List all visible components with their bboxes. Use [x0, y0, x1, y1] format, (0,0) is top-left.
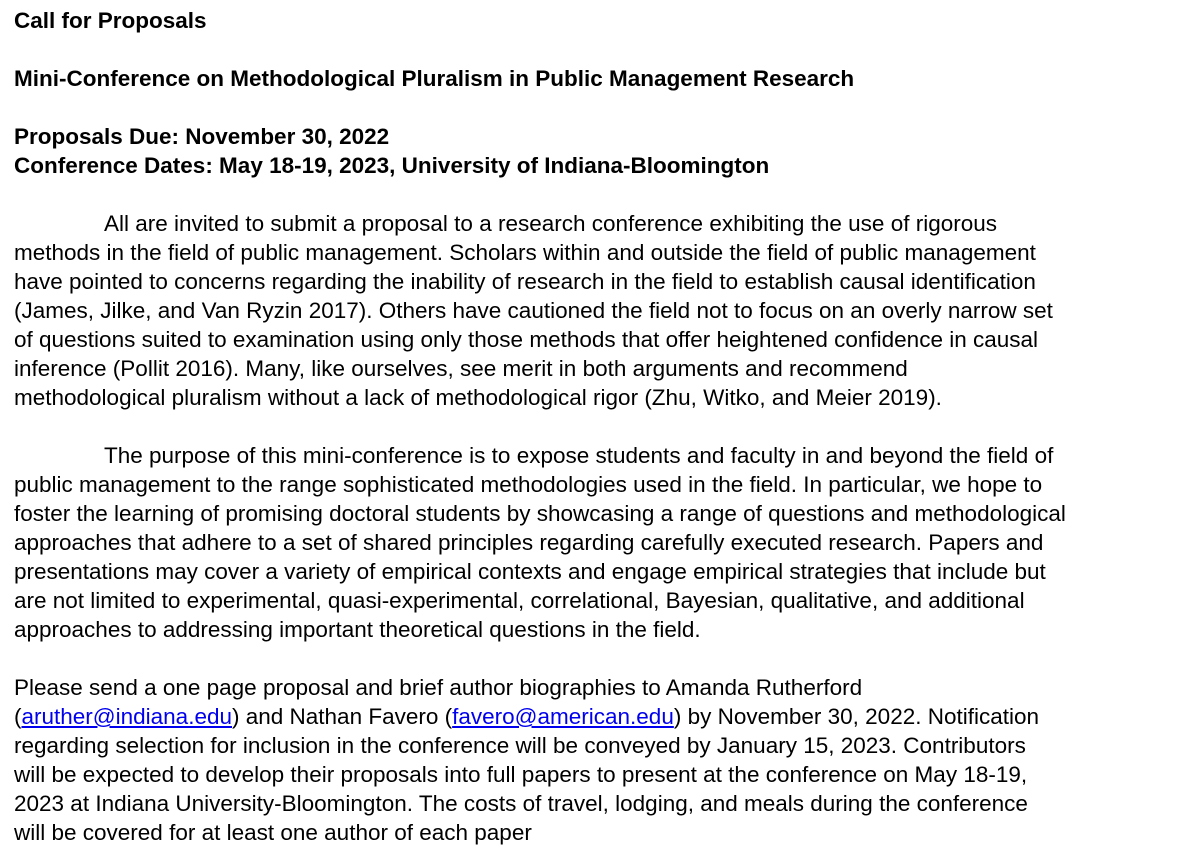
conference-dates: Conference Dates: May 18-19, 2023, University of Indiana-Bloomington — [14, 153, 770, 178]
paragraph-line: 2023 at Indiana University-Bloomington. The costs of travel, lodging, and meals during the conference — [14, 791, 1028, 816]
call-heading: Call for Proposals — [14, 8, 207, 33]
paragraph-line: The purpose of this mini-conference is to expose students and faculty in and beyond the field of — [104, 443, 1054, 468]
paren-open: ( — [14, 704, 22, 729]
paragraph-line: will be covered for at least one author of each paper — [14, 820, 532, 845]
paragraph-line: will be expected to develop their proposals into full papers to present at the conference on May 18-19, — [14, 762, 1028, 787]
paragraph-line: are not limited to experimental, quasi-experimental, correlational, Bayesian, qualitative, and additional — [14, 588, 1025, 613]
paragraph-line: All are invited to submit a proposal to a research conference exhibiting the use of rigorous — [104, 211, 998, 236]
paragraph-invitation — [14, 209, 1194, 412]
email-link-favero[interactable]: favero@american.edu — [452, 704, 674, 729]
paragraph-line: regarding selection for inclusion in the conference will be conveyed by January 15, 2023. Contributors — [14, 733, 1026, 758]
conference-title: Mini-Conference on Methodological Pluralism in Public Management Research — [14, 66, 855, 91]
paragraph-line: foster the learning of promising doctoral students by showcasing a range of questions and methodological — [14, 501, 1066, 526]
paragraph-line: of questions suited to examination using only those methods that offer heightened confidence in causal — [14, 327, 1039, 352]
paragraph-line: Please send a one page proposal and brief author biographies to Amanda Rutherford — [14, 675, 863, 700]
paragraph-line: methodological pluralism without a lack of methodological rigor (Zhu, Witko, and Meier 2019). — [14, 385, 942, 410]
paragraph-line: (James, Jilke, and Van Ryzin 2017). Others have cautioned the field not to focus on an overly narrow set — [14, 298, 1053, 323]
paragraph-purpose — [14, 441, 1194, 644]
paragraph-line: inference (Pollit 2016). Many, like ourselves, see merit in both arguments and recommend — [14, 356, 908, 381]
paragraph-line: have pointed to concerns regarding the inability of research in the field to establish causal identification — [14, 269, 1036, 294]
paragraph-submission — [14, 673, 1194, 847]
paragraph-line: public management to the range sophisticated methodologies used in the field. In particular, we hope to — [14, 472, 1043, 497]
proposals-due: Proposals Due: November 30, 2022 — [14, 124, 390, 149]
paragraph-line-with-emails — [14, 702, 1194, 731]
email-link-rutherford[interactable]: aruther@indiana.edu — [21, 704, 232, 729]
paragraph-line: approaches to addressing important theoretical questions in the field. — [14, 617, 701, 642]
paragraph-line: presentations may cover a variety of empirical contexts and engage empirical strategies that include but — [14, 559, 1046, 584]
paragraph-line: approaches that adhere to a set of shared principles regarding carefully executed research. Papers and — [14, 530, 1044, 555]
document — [14, 6, 1194, 847]
text-segment: ) by November 30, 2022. Notification — [673, 704, 1040, 729]
text-segment: ) and Nathan Favero ( — [232, 704, 453, 729]
paragraph-line: methods in the field of public management. Scholars within and outside the field of public management — [14, 240, 1036, 265]
